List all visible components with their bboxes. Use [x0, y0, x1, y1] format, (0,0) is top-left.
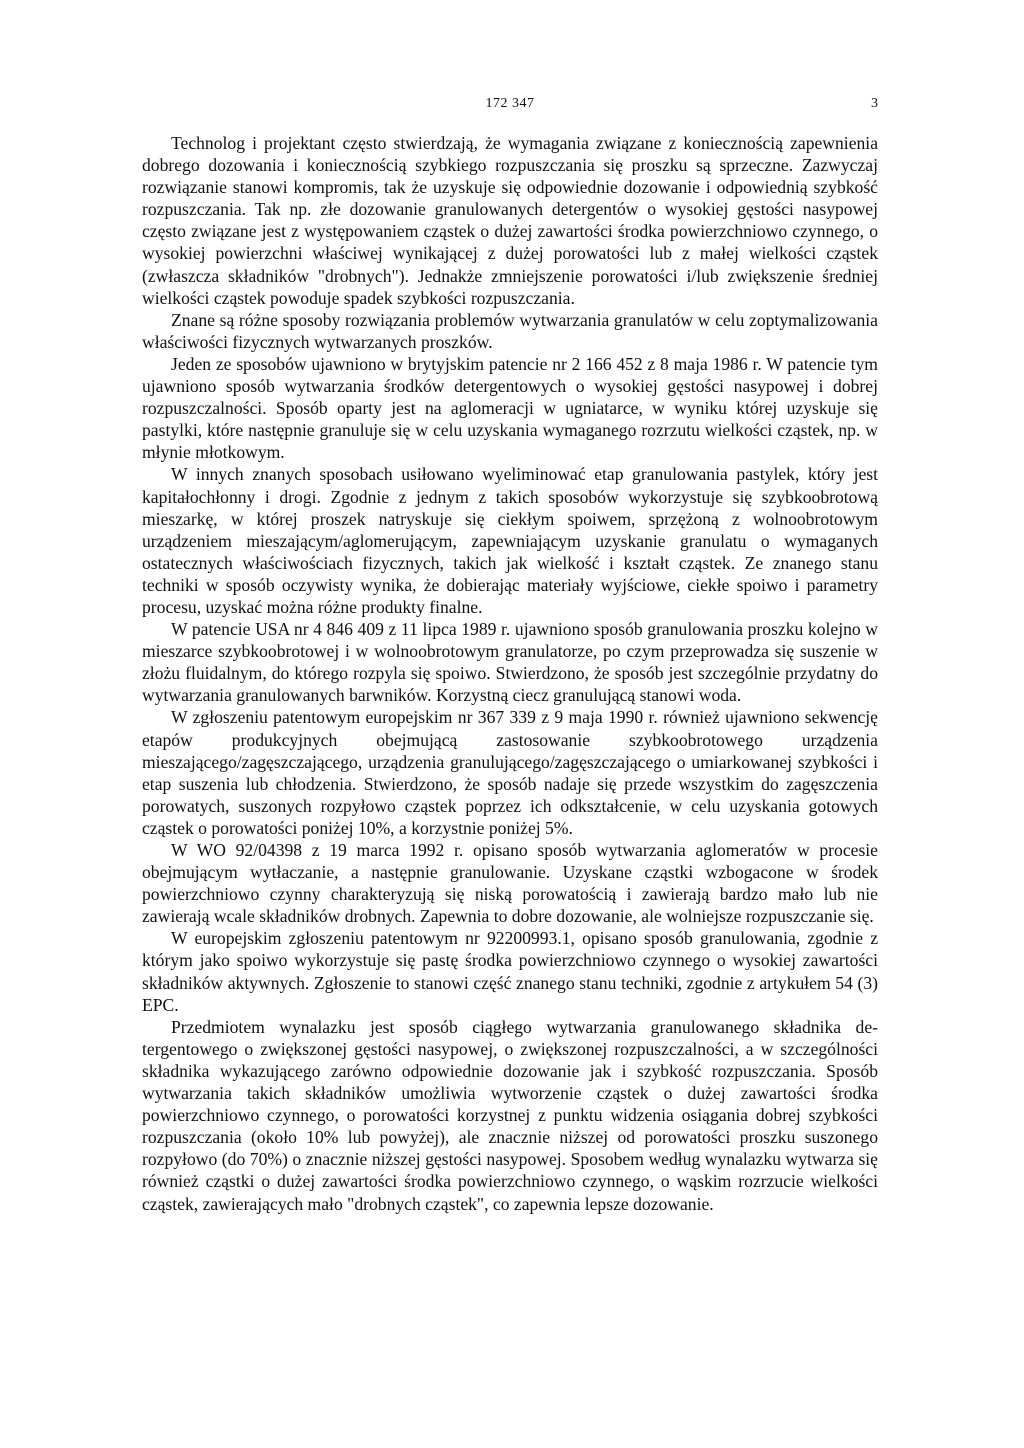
body-text	[142, 132, 878, 1215]
document-page	[142, 96, 878, 1215]
paragraph: W WO 92/04398 z 19 marca 1992 r. opisano sposób wytwarzania aglomeratów w procesie obejmującym wytłaczanie, a następnie granulowanie. Uzyskane cząstki wzbogacone w środek powierzchniowo czynny charakteryzują się niską porowatością i zawierają bardzo mało lub nie zawierają wcale składników drobnych. Zapewnia to dobre dozowanie, ale wolniejsze rozpuszczanie się.	[142, 840, 878, 927]
paragraph: Przedmiotem wynalazku jest sposób ciągłego wytwarzania granulowanego składnika detergentowego o zwiększonej gęstości nasypowej, o zwiększonej rozpuszczalności, a w szczególności składnika wykazującego zarówno odpowiednie dozowanie jak i szybkość rozpuszczania. Sposób wytwarzania takich składników umożliwia wytworzenie cząstek o dużej zawartości środka powierzchniowo czynnego, o porowatości korzystnej z punktu widzenia osiągania dobrej szybkości rozpuszczania (około 10% lub powyżej), ale znacznie niższej od porowatości proszku suszonego rozpyłowo (do 70%) o znacznie niższej gęstości nasypowej. Sposobem według wynalazku wytwarza się również cząstki o dużej zawartości środka powierzchniowo czynnego, o wąskim rozrzucie wielkości cząstek, zawierających mało "drobnych cząstek", co zapewnia lepsze dozowanie.	[142, 1016, 878, 1214]
paragraph: W europejskim zgłoszeniu patentowym nr 92200993.1, opisano sposób granulowania, zgodnie z którym jako spoiwo wykorzystuje się pastę środka powierzchniowo czynnego o wysokiej zawartości składników aktywnych. Zgłoszenie to stanowi część znanego stanu techniki, zgodnie z artykułem 54 (3) EPC.	[142, 928, 878, 1015]
page-number: 3	[871, 96, 878, 111]
paragraph: W zgłoszeniu patentowym europejskim nr 367 339 z 9 maja 1990 r. również ujawniono sekwencję etapów produkcyjnych obejmującą zastosowanie szybkoobrotowego urządzenia mieszającego/zagęszczającego, urządzenia granulującego/zagęszczającego o umiarkowanej szybkości i etap suszenia lub chłodzenia. Stwierdzono, że sposób nadaje się przede wszystkim do zagęszczenia porowatych, suszonych rozpyłowo cząstek poprzez ich odkształcenie, w celu uzyskania gotowych cząstek o porowatości poniżej 10%, a korzystnie poniżej 5%.	[142, 707, 878, 838]
paragraph: Technolog i projektant często stwierdzają, że wymagania związane z koniecznością zapewnienia dobrego dozowania i koniecznością szybkiego rozpuszczania się proszku są sprzeczne. Zazwyczaj rozwiązanie stanowi kompromis, tak że uzyskuje się odpowiednie dozowanie i odpowiednią szybkość rozpuszczania. Tak np. złe dozowanie granulowanych detergentów o wysokiej gęstości nasypowej często związane jest z występowaniem cząstek o dużej zawartości środka powierzchniowo czynnego, o wysokiej powierzchni właściwej wynikającej z dużej porowatości lub z małej wielkości cząstek (zwłaszcza składników "drobnych"). Jednakże zmniejszenie porowatości i/lub zwiększenie średniej wielkości cząstek powoduje spadek szybkości rozpuszczania.	[142, 133, 878, 308]
paragraph: W patencie USA nr 4 846 409 z 11 lipca 1989 r. ujawniono sposób granulowania proszku kolejno w mieszarce szybkoobrotowej i w wolnoobrotowym granulatorze, po czym przeprowadza się suszenie w złożu fluidalnym, do którego rozpyla się spoiwo. Stwierdzono, że sposób jest szczególnie przydatny do wytwarzania granulowanych barwników. Korzystną ciecz granulującą stanowi woda.	[142, 619, 878, 706]
patent-number: 172 347	[485, 96, 535, 111]
paragraph: Jeden ze sposobów ujawniono w brytyjskim patencie nr 2 166 452 z 8 maja 1986 r. W patencie tym ujawniono sposób wytwarzania środków detergentowych o wysokiej gęstości nasypowej i dobrej rozpuszczalności. Sposób oparty jest na aglomeracji w ugniatarce, w wyniku której uzyskuje się pastylki, które następnie granuluje się w celu uzyskania wymaganego rozrzutu wielkości cząstek, np. w młynie młotkowym.	[142, 353, 878, 463]
page-header	[142, 96, 878, 118]
paragraph: W innych znanych sposobach usiłowano wyeliminować etap granulowania pastylek, który jest kapitałochłonny i drogi. Zgodnie z jednym z takich sposobów wykorzystuje się szybkoobrotową mieszarkę, w której proszek natryskuje się ciekłym spoiwem, sprzężoną z wolnoobrotowym urządzeniem mieszającym/aglomerującym, zapewniającym uzyskanie granulatu o wymaganych ostatecznych właściwościach fizycznych, takich jak wielkość i kształt cząstek. Ze znanego stanu techniki w sposób oczywisty wynika, że dobierając materiały wyjściowe, ciekłe spoiwo i parametry procesu, uzyskać można różne produkty finalne.	[142, 464, 878, 617]
paragraph: Znane są różne sposoby rozwiązania problemów wytwarzania granulatów w celu zoptymalizowania właściwości fizycznych wytwarzanych proszków.	[142, 309, 878, 352]
